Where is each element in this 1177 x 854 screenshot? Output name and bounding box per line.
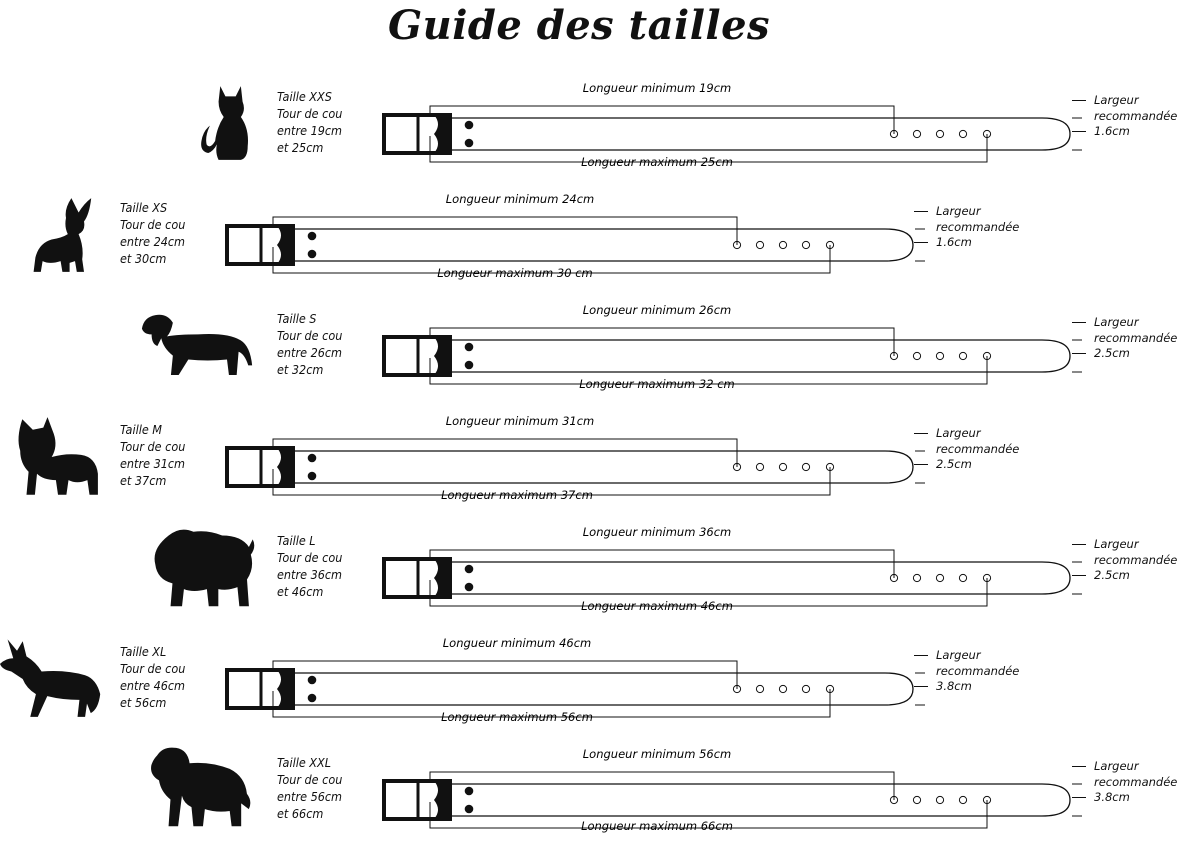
size-name: Taille L <box>277 533 316 548</box>
min-length-label: Longueur minimum 46cm <box>442 636 592 650</box>
size-row-xl <box>0 633 1158 743</box>
width-label-2: recommandée <box>1094 552 1177 567</box>
max-length-label: Longueur maximum 66cm <box>581 819 733 833</box>
chihuahua-silhouette-icon <box>30 193 102 277</box>
width-label-2: recommandée <box>1094 774 1177 789</box>
width-value: 2.5cm <box>1094 568 1130 582</box>
max-length-label: Longueur maximum 30 cm <box>437 266 593 280</box>
width-label: Largeur <box>1094 759 1139 773</box>
french-bulldog-silhouette-icon <box>16 415 100 499</box>
collar-diagram <box>225 411 985 511</box>
size-description <box>277 88 342 156</box>
collar-diagram <box>382 78 1142 178</box>
min-length-label: Longueur minimum 56cm <box>582 747 732 761</box>
neck-label: Tour de cou <box>277 772 343 787</box>
size-row-xxl <box>0 744 1177 854</box>
size-name: Taille XL <box>120 644 167 659</box>
neck-range-start: entre 36cm <box>277 567 343 582</box>
size-name: Taille M <box>120 422 163 437</box>
max-length-label: Longueur maximum 25cm <box>581 155 733 169</box>
size-row-xxs <box>0 78 1177 188</box>
bulldog-silhouette-icon <box>150 526 258 612</box>
width-label: Largeur <box>936 648 981 662</box>
min-length-label: Longueur minimum 31cm <box>445 414 595 428</box>
size-name: Taille S <box>277 311 317 326</box>
size-name: Taille XXS <box>277 89 332 104</box>
width-value: 1.6cm <box>936 235 972 249</box>
neck-range-end: et 66cm <box>277 806 324 821</box>
collar-diagram <box>225 633 985 733</box>
width-info <box>914 648 1019 695</box>
neck-label: Tour de cou <box>120 661 186 676</box>
size-description <box>120 643 185 711</box>
size-description <box>120 199 185 267</box>
max-length-label: Longueur maximum 37cm <box>441 488 593 502</box>
width-label-2: recommandée <box>936 663 1020 678</box>
width-label-2: recommandée <box>936 441 1020 456</box>
size-description <box>277 532 342 600</box>
saint-bernard-silhouette-icon <box>148 746 256 832</box>
width-value: 2.5cm <box>936 457 972 471</box>
max-length-label: Longueur maximum 46cm <box>581 599 733 613</box>
width-value: 2.5cm <box>1094 346 1130 360</box>
min-length-label: Longueur minimum 24cm <box>445 192 595 206</box>
width-label: Largeur <box>1094 93 1139 107</box>
neck-range-end: et 30cm <box>120 251 167 266</box>
width-info <box>914 426 1019 473</box>
width-value: 3.8cm <box>1094 790 1130 804</box>
size-description <box>277 310 342 378</box>
width-value: 1.6cm <box>1094 124 1130 138</box>
collar-diagram <box>225 189 985 289</box>
size-name: Taille XXL <box>277 755 331 770</box>
cat-silhouette-icon <box>198 82 258 164</box>
neck-label: Tour de cou <box>120 217 186 232</box>
neck-range-start: entre 46cm <box>120 678 186 693</box>
size-description <box>120 421 185 489</box>
width-label: Largeur <box>936 204 981 218</box>
size-description <box>277 754 342 822</box>
neck-range-end: et 56cm <box>120 695 167 710</box>
size-row-xs <box>0 189 1158 299</box>
size-name: Taille XS <box>120 200 168 215</box>
neck-range-start: entre 56cm <box>277 789 343 804</box>
collar-diagram <box>382 744 1142 844</box>
width-info <box>1072 537 1177 584</box>
max-length-label: Longueur maximum 32 cm <box>579 377 735 391</box>
width-label: Largeur <box>936 426 981 440</box>
width-label: Largeur <box>1094 315 1139 329</box>
neck-label: Tour de cou <box>120 439 186 454</box>
width-info <box>914 204 1019 251</box>
width-label-2: recommandée <box>1094 108 1177 123</box>
width-label: Largeur <box>1094 537 1139 551</box>
min-length-label: Longueur minimum 36cm <box>582 525 732 539</box>
neck-label: Tour de cou <box>277 328 343 343</box>
max-length-label: Longueur maximum 56cm <box>441 710 593 724</box>
min-length-label: Longueur minimum 26cm <box>582 303 732 317</box>
neck-range-start: entre 31cm <box>120 456 186 471</box>
neck-range-end: et 32cm <box>277 362 324 377</box>
collar-diagram <box>382 522 1142 622</box>
width-label-2: recommandée <box>936 219 1020 234</box>
width-value: 3.8cm <box>936 679 972 693</box>
width-info <box>1072 93 1177 140</box>
neck-range-start: entre 24cm <box>120 234 186 249</box>
neck-range-start: entre 26cm <box>277 345 343 360</box>
size-row-s <box>0 300 1177 410</box>
width-info <box>1072 759 1177 806</box>
neck-range-end: et 25cm <box>277 140 324 155</box>
size-row-l <box>0 522 1177 632</box>
collar-diagram <box>382 300 1142 400</box>
neck-label: Tour de cou <box>277 106 343 121</box>
size-row-m <box>0 411 1158 521</box>
dachshund-silhouette-icon <box>140 306 256 386</box>
neck-range-end: et 37cm <box>120 473 167 488</box>
german-shepherd-silhouette-icon <box>0 637 104 723</box>
page-title: Guide des tailles <box>387 2 771 49</box>
neck-label: Tour de cou <box>277 550 343 565</box>
width-info <box>1072 315 1177 362</box>
neck-range-start: entre 19cm <box>277 123 343 138</box>
width-label-2: recommandée <box>1094 330 1177 345</box>
neck-range-end: et 46cm <box>277 584 324 599</box>
min-length-label: Longueur minimum 19cm <box>582 81 732 95</box>
